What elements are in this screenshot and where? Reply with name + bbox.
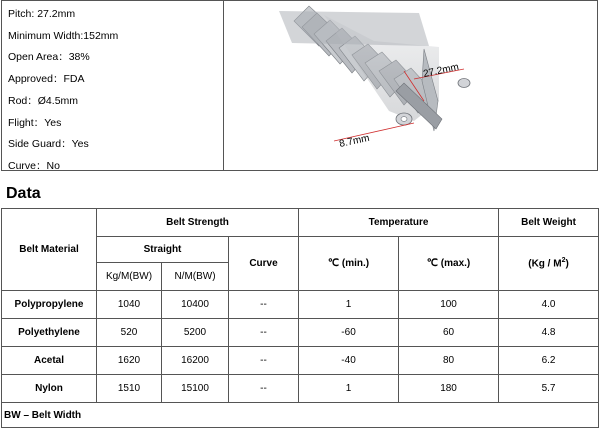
header-temp-min: ℃ (min.) bbox=[299, 237, 399, 291]
cell-n: 15100 bbox=[162, 375, 229, 403]
cell-kg: 1040 bbox=[97, 291, 162, 319]
header-temperature: Temperature bbox=[299, 209, 499, 237]
cell-weight: 4.8 bbox=[499, 319, 599, 347]
cell-material: Nylon bbox=[2, 375, 97, 403]
table-row bbox=[2, 291, 599, 319]
cell-curve: -- bbox=[229, 291, 299, 319]
spec-rod: Rod：Ø4.5mm bbox=[8, 94, 79, 107]
cell-curve: -- bbox=[229, 319, 299, 347]
header-belt-strength: Belt Strength bbox=[97, 209, 299, 237]
cell-kg: 1620 bbox=[97, 347, 162, 375]
cell-curve: -- bbox=[229, 375, 299, 403]
spec-flight: Flight：Yes bbox=[8, 116, 62, 129]
section-title: Data bbox=[6, 185, 41, 202]
dimension-pitch-label: 27.2mm bbox=[422, 61, 460, 80]
belt-module-image bbox=[224, 1, 598, 170]
table-row bbox=[2, 319, 599, 347]
spec-pitch: Pitch: 27.2mm bbox=[8, 8, 76, 20]
cell-max: 180 bbox=[399, 375, 499, 403]
cell-kg: 520 bbox=[97, 319, 162, 347]
spec-list bbox=[8, 4, 118, 178]
cell-material: Polyethylene bbox=[2, 319, 97, 347]
table-row bbox=[2, 375, 599, 403]
cell-min: -40 bbox=[299, 347, 399, 375]
cell-max: 80 bbox=[399, 347, 499, 375]
cell-max: 100 bbox=[399, 291, 499, 319]
cell-min: 1 bbox=[299, 375, 399, 403]
header-n-bw: N/M(BW) bbox=[162, 263, 229, 291]
cell-weight: 4.0 bbox=[499, 291, 599, 319]
cell-material: Acetal bbox=[2, 347, 97, 375]
cell-weight: 5.7 bbox=[499, 375, 599, 403]
cell-n: 5200 bbox=[162, 319, 229, 347]
cell-max: 60 bbox=[399, 319, 499, 347]
header-kg-bw: Kg/M(BW) bbox=[97, 263, 162, 291]
table-row bbox=[2, 347, 599, 375]
cell-n: 16200 bbox=[162, 347, 229, 375]
spec-curve: Curve：No bbox=[8, 159, 60, 172]
cell-kg: 1510 bbox=[97, 375, 162, 403]
table-footnote: BW – Belt Width bbox=[2, 403, 599, 428]
spec-open-area: Open Area：38% bbox=[8, 51, 90, 64]
header-weight-unit: $(Kg / M^2)$ bbox=[499, 237, 599, 291]
cell-min: -60 bbox=[299, 319, 399, 347]
belt-data-table bbox=[1, 208, 599, 428]
header-belt-material: Belt Material bbox=[2, 209, 97, 291]
spec-panel bbox=[1, 0, 598, 171]
cell-curve: -- bbox=[229, 347, 299, 375]
cell-weight: 6.2 bbox=[499, 347, 599, 375]
dimension-rod-label: 8.7mm bbox=[338, 132, 371, 150]
header-belt-weight: Belt Weight bbox=[499, 209, 599, 237]
cell-min: 1 bbox=[299, 291, 399, 319]
cell-n: 10400 bbox=[162, 291, 229, 319]
cell-material: Polypropylene bbox=[2, 291, 97, 319]
header-straight: Straight bbox=[97, 237, 229, 263]
spec-min-width: Minimum Width:152mm bbox=[8, 29, 119, 42]
spec-approved: Approved：FDA bbox=[8, 73, 85, 86]
header-curve: Curve bbox=[229, 237, 299, 291]
spec-side-guard: Side Guard：Yes bbox=[8, 138, 89, 151]
header-temp-max: ℃ (max.) bbox=[399, 237, 499, 291]
